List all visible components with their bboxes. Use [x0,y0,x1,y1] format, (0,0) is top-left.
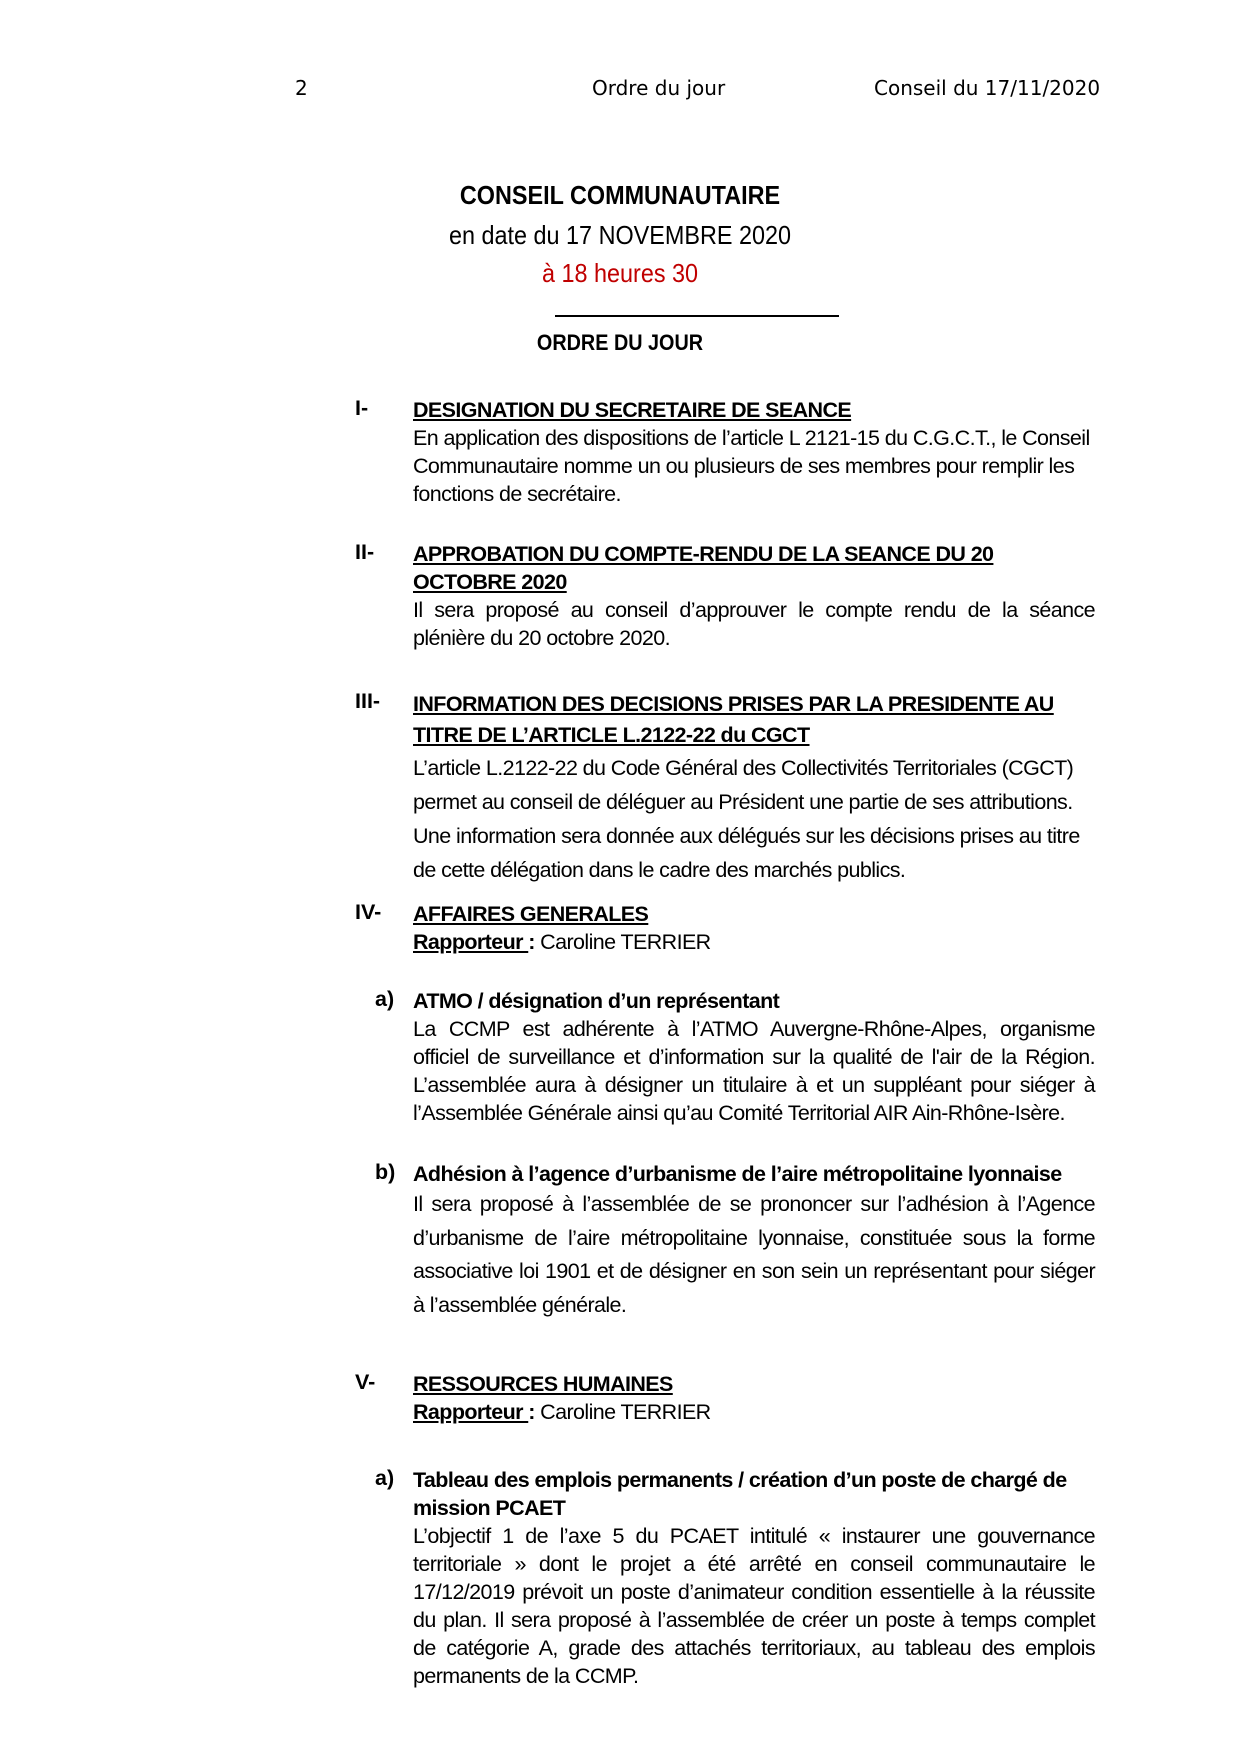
subsection-text: L’objectif 1 de l’axe 5 du PCAET intitulé « instaurer une gouvernance territoriale » dont le projet a été arrêté en conseil communautaire le 17/12/2019 prévoit un poste d’animateur condition essentielle à la réussite du plan. Il sera proposé à l’assemblée de créer un poste à temps complet de catégorie A, grade des attachés territoriaux, au tableau des emplois permanents de la CCMP. [413,1524,1095,1688]
section-number: III- [355,689,381,713]
header-title: Ordre du jour [592,76,726,100]
rapporteur-label: Rapporteur [413,1400,529,1424]
document-date: en date du 17 NOVEMBRE 2020 [448,220,792,250]
agenda-heading: ORDRE DU JOUR [536,330,704,355]
section-title: DESIGNATION DU SECRETAIRE DE SEANCE [413,398,852,422]
subsection-title: Tableau des emplois permanents / création d’un poste de chargé de mission PCAET [413,1468,1067,1520]
rapporteur-name: Caroline TERRIER [534,1400,711,1424]
section-number: IV- [355,900,382,924]
section-title: RESSOURCES HUMAINES [413,1372,673,1396]
section-title: INFORMATION DES DECISIONS PRISES PAR LA PRESIDENTE AU TITRE DE L’ARTICLE L.2122-22 du CGCT [413,692,1054,747]
header-date: Conseil du 17/11/2020 [874,76,1101,100]
subsection-number: b) [375,1160,396,1184]
document-title: CONSEIL COMMUNAUTAIRE [459,180,781,210]
subsection-title: Adhésion à l’agence d’urbanisme de l’aire métropolitaine lyonnaise [413,1162,1062,1186]
rapporteur-line [413,928,1095,956]
rapporteur-colon: : [528,930,535,954]
title-divider [555,315,839,317]
rapporteur-name: Caroline TERRIER [534,930,711,954]
section-number: I- [355,396,369,420]
rapporteur-label: Rapporteur [413,930,529,954]
page-number: 2 [295,76,308,100]
section-title: APPROBATION DU COMPTE-RENDU DE LA SEANCE DU 20 OCTOBRE 2020 [413,542,994,594]
section-text: Il sera proposé au conseil d’approuver le compte rendu de la séance plénière du 20 octobre 2020. [413,598,1095,650]
section-number: II- [355,540,375,564]
document-time: à 18 heures 30 [541,258,699,288]
section-text: En application des dispositions de l’article L 2121-15 du C.G.C.T., le Conseil Communautaire nomme un ou plusieurs de ses membres pour remplir les fonctions de secrétaire. [413,426,1090,506]
section-text: L’article L.2122-22 du Code Général des Collectivités Territoriales (CGCT) permet au conseil de déléguer au Président une partie de ses attributions. Une information sera donnée aux délégués sur les décisions prises au titre de cette délégation dans le cadre des marchés publics. [413,756,1080,882]
subsection-number: a) [375,987,395,1011]
subsection-text: La CCMP est adhérente à l’ATMO Auvergne-Rhône-Alpes, organisme officiel de surveillance et d’information sur la qualité de l'air de la Région. L’assemblée aura à désigner un titulaire à et un suppléant pour siéger à l’Assemblée Générale ainsi qu’au Comité Territorial AIR Ain-Rhône-Isère. [413,1017,1095,1125]
section-number: V- [355,1370,376,1394]
subsection-title: ATMO / désignation d’un représentant [413,989,780,1013]
section-title: AFFAIRES GENERALES [413,902,649,926]
rapporteur-line [413,1398,1095,1426]
rapporteur-colon: : [528,1400,535,1424]
subsection-number: a) [375,1466,395,1490]
subsection-text: Il sera proposé à l’assemblée de se prononcer sur l’adhésion à l’Agence d’urbanisme de l’aire métropolitaine lyonnaise, constituée sous la forme associative loi 1901 et de désigner en son sein un représentant pour siéger à l’assemblée générale. [413,1192,1095,1317]
